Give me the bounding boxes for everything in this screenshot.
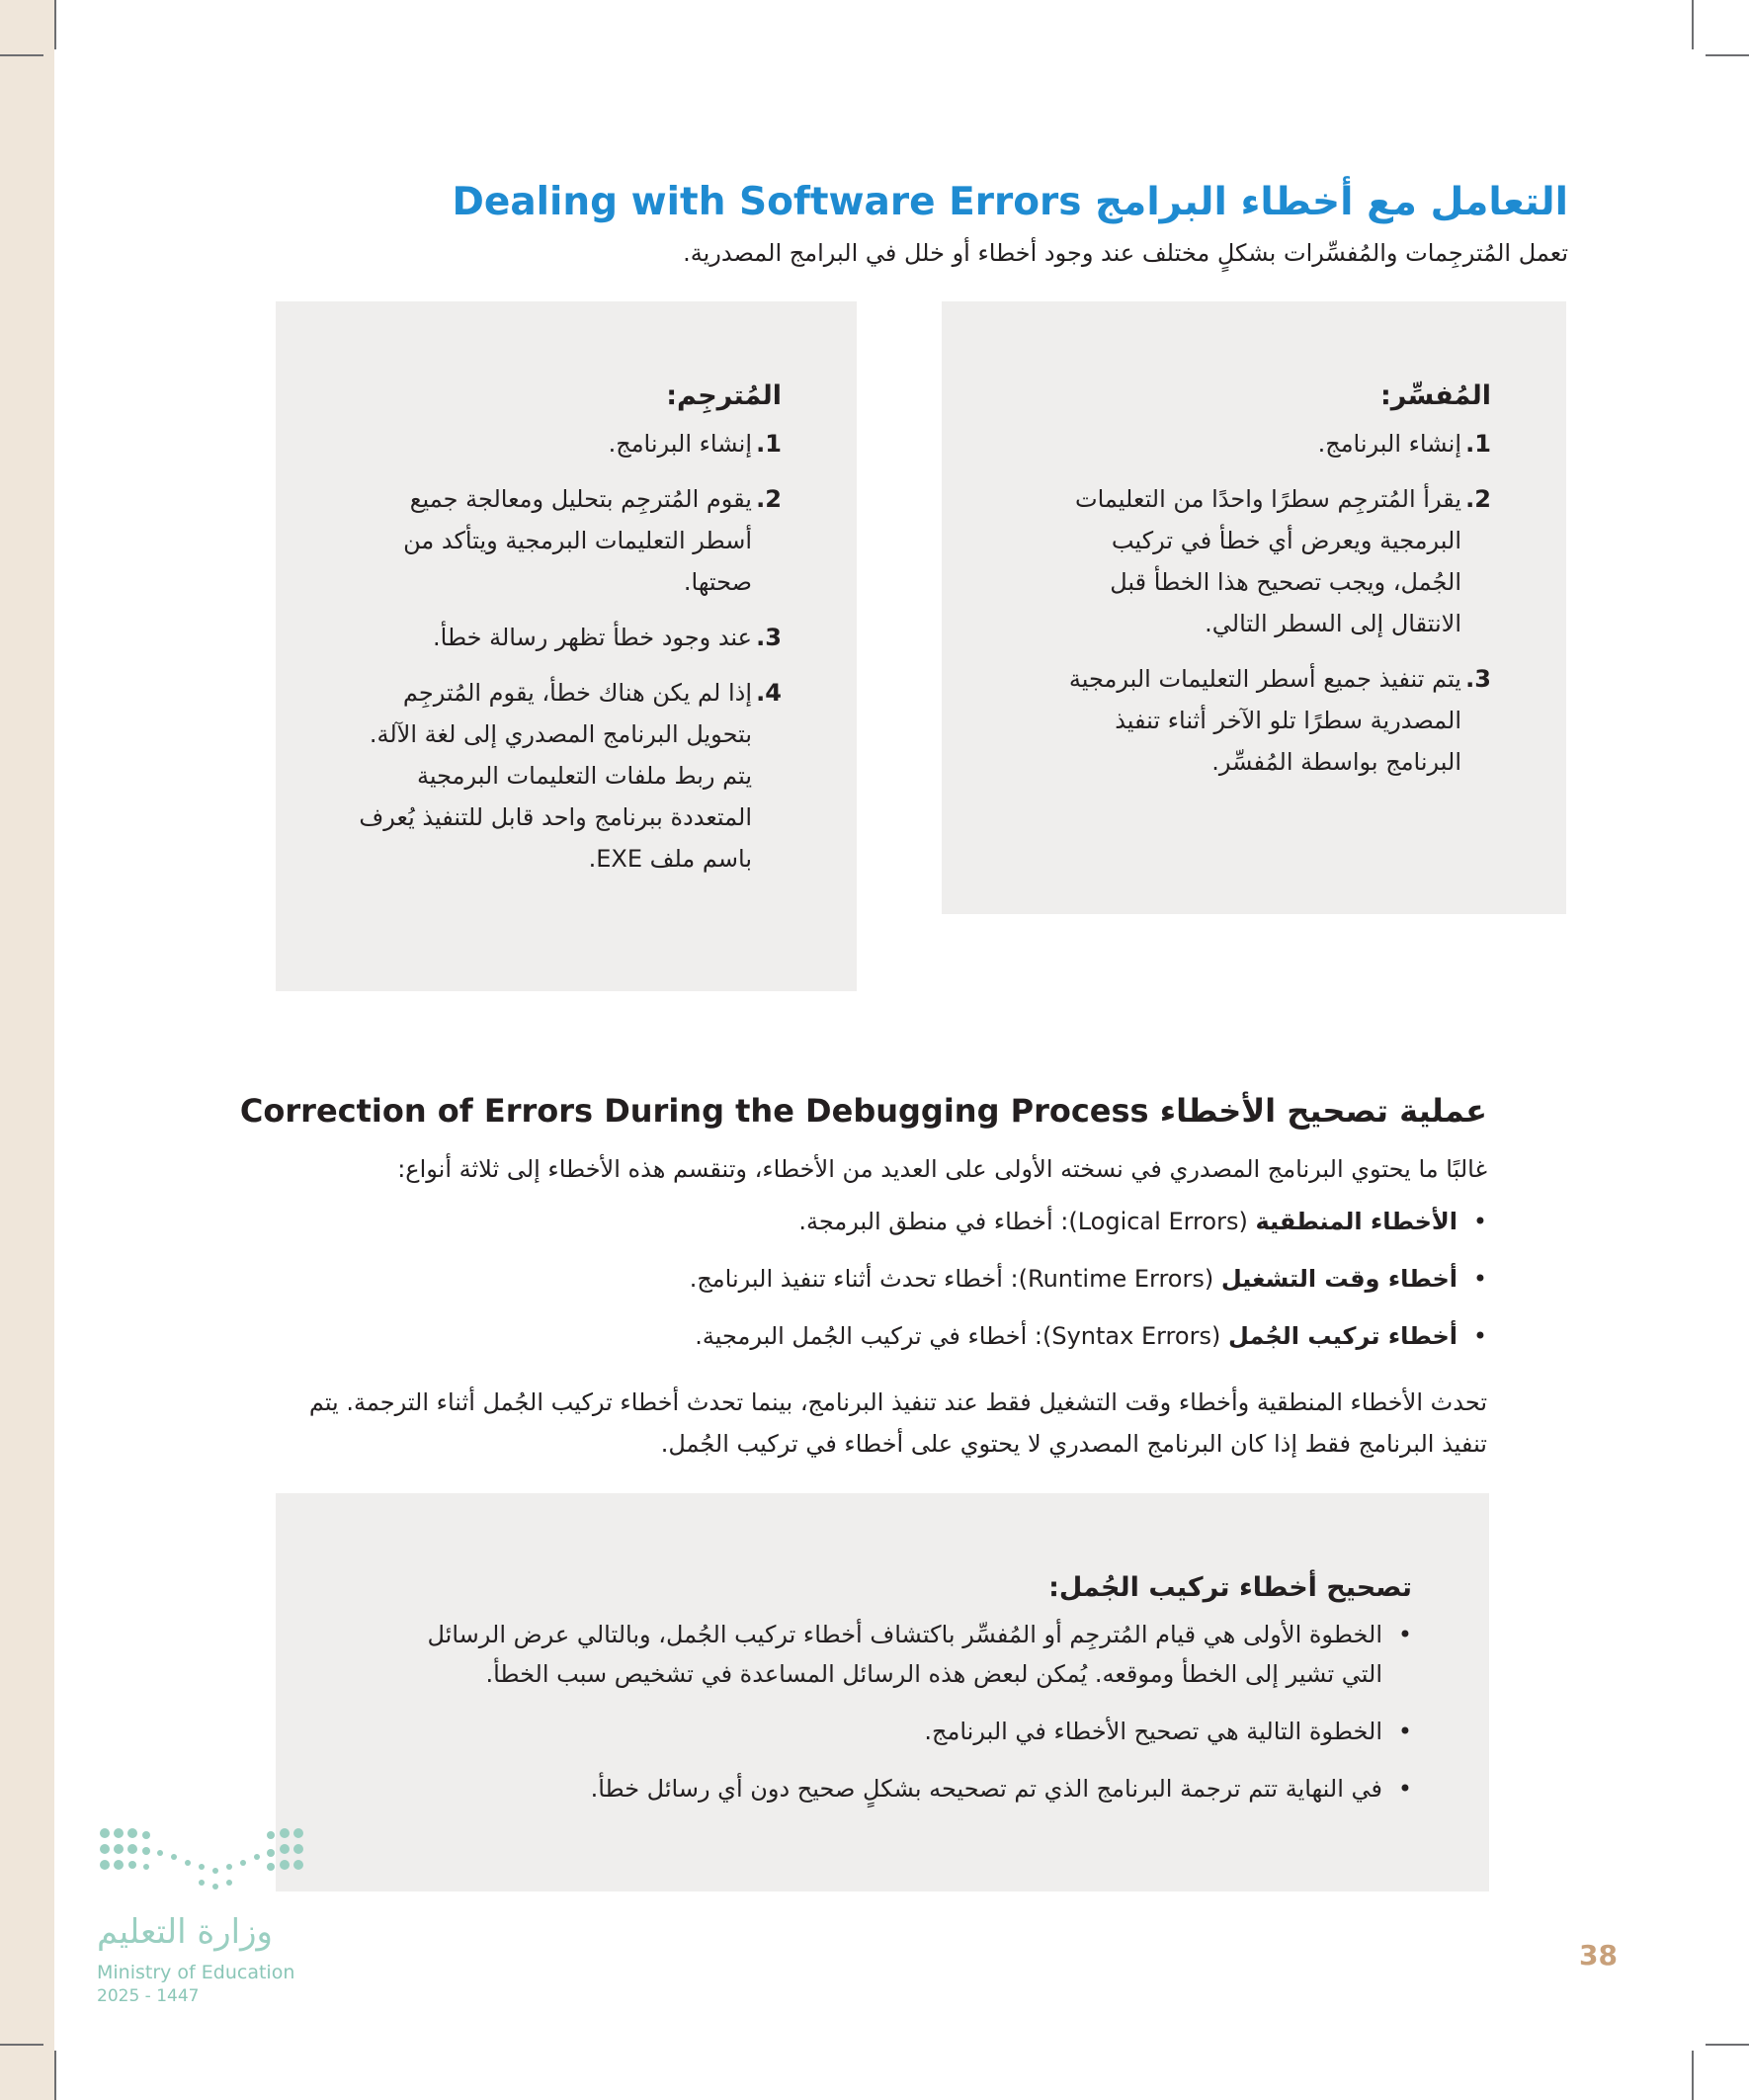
bullet-icon: • xyxy=(1397,1775,1412,1803)
list-item xyxy=(1041,658,1491,783)
step-number: 1. xyxy=(756,430,782,458)
step-number: 3. xyxy=(756,624,782,651)
step-text: يقرأ المُترجِم سطرًا واحدًا من التعليمات البرمجية ويعرض أي خطأ في تركيب الجُمل، ويجب تصحيح هذا الخطأ قبل الانتقال إلى السطر التالي. xyxy=(1075,485,1461,637)
ministry-name-arabic: وزارة التعليم xyxy=(97,1912,273,1952)
bullet-icon: • xyxy=(1472,1208,1487,1235)
bullet-icon: • xyxy=(1397,1621,1412,1648)
ministry-name-english: Ministry of Education xyxy=(97,1962,295,1983)
compiler-steps xyxy=(355,423,782,880)
error-types-list xyxy=(593,1204,1487,1376)
error-type-name: أخطاء وقت التشغيل xyxy=(1220,1265,1458,1293)
side-margin-strip xyxy=(0,0,54,2100)
crop-mark xyxy=(1692,2051,1694,2100)
step-number: 2. xyxy=(1465,485,1491,513)
error-type-desc: (Syntax Errors): أخطاء في تركيب الجُمل البرمجية. xyxy=(695,1322,1228,1350)
list-item xyxy=(424,1615,1412,1694)
crop-mark xyxy=(54,2051,56,2100)
list-item xyxy=(1041,423,1491,464)
list-item xyxy=(424,1712,1412,1751)
list-item xyxy=(593,1261,1487,1297)
step-number: 4. xyxy=(756,679,782,707)
list-item xyxy=(355,423,782,464)
error-type-name: أخطاء تركيب الجُمل xyxy=(1227,1322,1458,1350)
list-item xyxy=(355,478,782,603)
correction-step: الخطوة التالية هي تصحيح الأخطاء في البرنامج. xyxy=(924,1718,1382,1745)
errors-paragraph: تحدث الأخطاء المنطقية وأخطاء وقت التشغيل فقط عند تنفيذ البرنامج، بينما تحدث أخطاء تركيب الجُمل أثناء الترجمة. يتم تنفيذ البرنامج فقط إذا كان البرنامج المصدري لا يحتوي على أخطاء في تركيب الجُمل. xyxy=(308,1388,1487,1458)
syntax-correction-list xyxy=(424,1615,1412,1808)
step-number: 2. xyxy=(756,485,782,513)
compiler-heading: المُترجِم: xyxy=(666,380,782,411)
interpreter-box xyxy=(942,301,1566,914)
debugging-intro: غالبًا ما يحتوي البرنامج المصدري في نسخته الأولى على العديد من الأخطاء، وتنقسم هذه الأخطاء إلى ثلاثة أنواع: xyxy=(397,1155,1487,1183)
edition-year: 2025 - 1447 xyxy=(97,1986,200,2006)
list-item xyxy=(593,1204,1487,1239)
bullet-icon: • xyxy=(1472,1265,1487,1293)
error-type-desc: (Logical Errors): أخطاء في منطق البرمجة. xyxy=(798,1208,1256,1235)
list-item xyxy=(355,617,782,658)
step-text: يقوم المُترجِم بتحليل ومعالجة جميع أسطر التعليمات البرمجية ويتأكد من صحتها. xyxy=(403,485,752,596)
crop-mark xyxy=(0,2044,43,2046)
error-type-name: الأخطاء المنطقية xyxy=(1255,1208,1458,1235)
crop-mark xyxy=(1706,2044,1749,2046)
list-item xyxy=(593,1318,1487,1354)
crop-mark xyxy=(54,0,56,49)
list-item xyxy=(1041,478,1491,644)
interpreter-steps xyxy=(1041,423,1491,783)
crop-mark xyxy=(1706,54,1749,56)
list-item xyxy=(424,1769,1412,1808)
section-title-software-errors: التعامل مع أخطاء البرامج Dealing with Software Errors xyxy=(452,180,1568,224)
correction-step: في النهاية تتم ترجمة البرنامج الذي تم تصحيحه بشكلٍ صحيح دون أي رسائل خطأ. xyxy=(590,1775,1382,1803)
error-type-desc: (Runtime Errors): أخطاء تحدث أثناء تنفيذ البرنامج. xyxy=(689,1265,1221,1293)
crop-mark xyxy=(1692,0,1694,49)
ministry-logo-icon xyxy=(97,1823,314,1897)
interpreter-heading: المُفسِّر: xyxy=(1380,380,1491,411)
bullet-icon: • xyxy=(1472,1322,1487,1350)
step-text: يتم تنفيذ جميع أسطر التعليمات البرمجية المصدرية سطرًا تلو الآخر أثناء تنفيذ البرنامج بواسطة المُفسِّر. xyxy=(1068,665,1461,776)
syntax-correction-box xyxy=(276,1493,1489,1891)
crop-mark xyxy=(0,54,43,56)
page-number: 38 xyxy=(1579,1939,1618,1972)
bullet-icon: • xyxy=(1397,1718,1412,1745)
step-text: إنشاء البرنامج. xyxy=(608,430,752,458)
step-text: عند وجود خطأ تظهر رسالة خطأ. xyxy=(433,624,752,651)
section-title-debugging: عملية تصحيح الأخطاء Correction of Errors During the Debugging Process xyxy=(239,1092,1487,1130)
step-number: 3. xyxy=(1465,665,1491,693)
section-subtitle: تعمل المُترجِمات والمُفسِّرات بشكلٍ مختلف عند وجود أخطاء أو خلل في البرامج المصدرية. xyxy=(683,239,1568,267)
step-number: 1. xyxy=(1465,430,1491,458)
step-text: إذا لم يكن هناك خطأ، يقوم المُترجِم بتحويل البرنامج المصدري إلى لغة الآلة. يتم ربط ملفات التعليمات البرمجية المتعددة ببرنامج واحد قابل للتنفيذ يُعرف باسم ملف EXE. xyxy=(359,679,752,873)
correction-step: الخطوة الأولى هي قيام المُترجِم أو المُفسِّر باكتشاف أخطاء تركيب الجُمل، وبالتالي عرض الرسائل التي تشير إلى الخطأ وموقعه. يُمكن لبعض هذه الرسائل المساعدة في تشخيص سبب الخطأ. xyxy=(427,1621,1382,1688)
compiler-box xyxy=(276,301,857,991)
syntax-correction-heading: تصحيح أخطاء تركيب الجُمل: xyxy=(1048,1572,1412,1603)
step-text: إنشاء البرنامج. xyxy=(1317,430,1461,458)
list-item xyxy=(355,672,782,880)
